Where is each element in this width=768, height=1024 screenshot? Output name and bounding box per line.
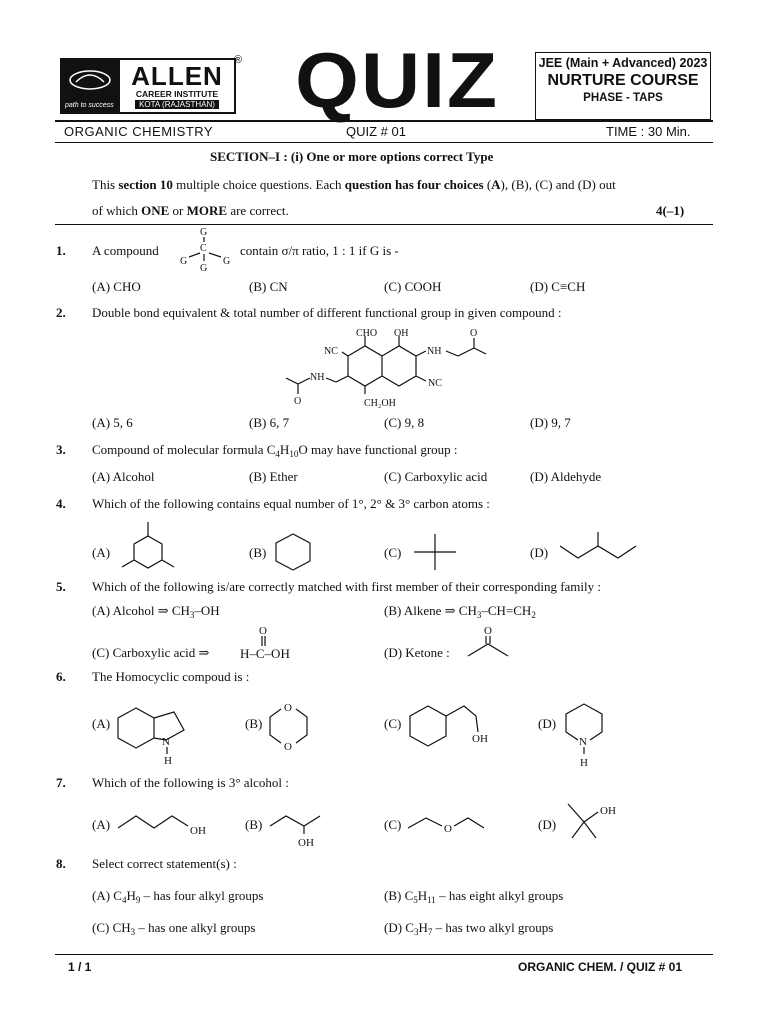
q1-option-c: (C) COOH xyxy=(384,279,442,294)
svg-text:OH: OH xyxy=(298,837,314,849)
q1-number: 1. xyxy=(56,243,66,258)
q5-number: 5. xyxy=(56,579,66,594)
q5-text: Which of the following is/are correctly matched with first member of their corresponding family : xyxy=(92,579,602,594)
q7-number: 7. xyxy=(56,775,66,790)
svg-text:NC: NC xyxy=(428,378,442,389)
q5-structure-d xyxy=(464,624,514,664)
svg-text:NH: NH xyxy=(427,346,442,357)
course-box xyxy=(535,52,711,120)
q5-option-d: (D) Ketone : xyxy=(384,645,450,660)
q4-option-a: (A) xyxy=(92,545,111,560)
section-rule xyxy=(55,224,713,225)
marks-scheme: 4(–1) xyxy=(656,203,685,218)
q6-option-c: (C) xyxy=(384,716,402,731)
q8-text: Select correct statement(s) : xyxy=(92,856,237,871)
svg-text:H: H xyxy=(580,757,588,769)
svg-text:OH: OH xyxy=(600,805,616,817)
svg-text:O: O xyxy=(294,396,302,407)
q5-option-a: (A) Alcohol ⇒ $CH_3-OH$ xyxy=(92,603,220,620)
q5-option-c: (C) Carboxylic acid ⇒ xyxy=(92,645,210,660)
q7-option-d: (D) xyxy=(538,817,557,832)
q8-option-b: (B) $C_5H_{11}$ – has eight alkyl groups xyxy=(384,888,564,905)
q2-structure xyxy=(270,326,500,410)
time-label: TIME : 30 Min. xyxy=(606,124,691,139)
svg-text:CHO: CHO xyxy=(356,328,378,339)
q4-number: 4. xyxy=(56,496,66,511)
q1-option-a: (A) CHO xyxy=(92,279,141,294)
q7-option-c: (C) xyxy=(384,817,402,832)
brand-name: ALLEN xyxy=(131,61,223,91)
q2-option-c: (C) 9, 8 xyxy=(384,415,425,430)
q6-structure-c xyxy=(406,700,506,752)
q7-structure-b xyxy=(266,806,336,850)
svg-text:O: O xyxy=(284,741,292,753)
q4-option-c: (C) xyxy=(384,545,402,560)
course-name: NURTURE COURSE xyxy=(547,72,699,89)
q3-number: 3. xyxy=(56,442,66,457)
q4-structure-c xyxy=(410,532,460,572)
svg-text:O: O xyxy=(444,823,452,835)
car-icon xyxy=(62,62,118,102)
q3-option-b: (B) Ether xyxy=(249,469,298,484)
svg-text:H: H xyxy=(164,755,172,767)
logo-emblem xyxy=(62,60,120,112)
q4-structure-d xyxy=(558,530,638,570)
svg-text:O: O xyxy=(284,702,292,714)
q2-option-d: (D) 9, 7 xyxy=(530,415,571,430)
q7-option-a: (A) xyxy=(92,817,111,832)
q4-structure-a xyxy=(116,520,176,572)
page-number: 1 / 1 xyxy=(68,960,92,974)
svg-text:G: G xyxy=(200,227,208,238)
subject-label: ORGANIC CHEMISTRY xyxy=(64,124,214,139)
q4-text: Which of the following contains equal number of 1°, 2° & 3° carbon atoms : xyxy=(92,496,490,511)
q5-option-b: (B) Alkene ⇒ $CH_3-CH=CH_2$ xyxy=(384,603,536,620)
q7-option-b: (B) xyxy=(245,817,263,832)
svg-text:N: N xyxy=(162,736,170,748)
q6-structure-b xyxy=(266,700,316,754)
svg-text:O: O xyxy=(259,625,267,637)
q8-number: 8. xyxy=(56,856,66,871)
svg-text:CH₂OH: CH₂OH xyxy=(364,398,396,409)
q6-structure-a xyxy=(116,704,196,770)
q4-option-d: (D) xyxy=(530,545,549,560)
q4-option-b: (B) xyxy=(249,545,267,560)
allen-logo xyxy=(60,58,236,114)
q4-structure-b xyxy=(273,532,313,572)
svg-text:NH: NH xyxy=(310,372,325,383)
brand-location: KOTA (RAJASTHAN) xyxy=(135,100,219,109)
exam-name: JEE (Main + Advanced) 2023 xyxy=(538,56,708,70)
svg-text:C: C xyxy=(200,243,207,254)
instruction-line-1: This section 10 multiple choice questions. Each question has four choices (A), (B), (C) and (D) out xyxy=(92,177,616,192)
svg-text:O: O xyxy=(470,328,478,339)
q8-option-c: (C) $CH_3$ – has one alkyl groups xyxy=(92,920,256,937)
q6-option-a: (A) xyxy=(92,716,111,731)
q5-option-c-formula: H–C–OH xyxy=(240,646,290,661)
svg-text:G: G xyxy=(180,256,188,267)
top-rule xyxy=(55,120,713,122)
q7-structure-a xyxy=(116,806,226,846)
svg-text:OH: OH xyxy=(190,825,206,837)
q7-structure-c xyxy=(406,810,496,840)
q2-option-b: (B) 6, 7 xyxy=(249,415,290,430)
q1-option-b: (B) CN xyxy=(249,279,288,294)
registered-mark: ® xyxy=(234,54,243,66)
svg-text:NC: NC xyxy=(324,346,338,357)
quiz-title: QUIZ xyxy=(295,36,500,124)
footer-rule xyxy=(55,954,713,955)
quiz-number: QUIZ # 01 xyxy=(346,124,406,139)
svg-text:N: N xyxy=(579,736,587,748)
q7-structure-d xyxy=(562,798,642,848)
footer-title: ORGANIC CHEM. / QUIZ # 01 xyxy=(518,960,683,974)
q6-option-d: (D) xyxy=(538,716,557,731)
q2-text: Double bond equivalent & total number of different functional group in given compound : xyxy=(92,305,562,320)
brand-subtitle: CAREER INSTITUTE xyxy=(135,89,219,99)
q6-structure-d xyxy=(562,700,612,770)
svg-text:G: G xyxy=(200,263,208,274)
svg-text:OH: OH xyxy=(472,733,488,745)
q2-number: 2. xyxy=(56,305,66,320)
svg-text:O: O xyxy=(484,625,492,637)
q1-structure xyxy=(178,224,238,272)
q5-carbonyl-c xyxy=(254,624,274,650)
q3-option-d: (D) Aldehyde xyxy=(530,469,602,484)
section-title: SECTION–I : (i) One or more options correct Type xyxy=(210,149,494,164)
q3-option-c: (C) Carboxylic acid xyxy=(384,469,488,484)
q3-option-a: (A) Alcohol xyxy=(92,469,155,484)
tagline: path to success xyxy=(65,102,114,109)
q8-option-d: (D) $C_3H_7$ – has two alkyl groups xyxy=(384,920,554,937)
q1-text-post: contain σ/π ratio, 1 : 1 if G is - xyxy=(240,243,399,258)
q1-text-pre: A compound xyxy=(92,243,159,258)
q8-option-a: (A) $C_4H_9$ – has four alkyl groups xyxy=(92,888,264,905)
q1-option-d: (D) C≡CH xyxy=(530,279,586,294)
subject-rule xyxy=(55,142,713,143)
q6-number: 6. xyxy=(56,669,66,684)
q7-text: Which of the following is 3° alcohol : xyxy=(92,775,289,790)
instruction-line-2: of which ONE or MORE are correct. xyxy=(92,203,289,218)
q3-text: Compound of molecular formula $C_4H_{10}O$ may have functional group : xyxy=(92,442,458,459)
svg-text:OH: OH xyxy=(394,328,409,339)
q6-option-b: (B) xyxy=(245,716,263,731)
svg-text:G: G xyxy=(223,256,231,267)
phase-name: PHASE - TAPS xyxy=(583,92,663,104)
q2-option-a: (A) 5, 6 xyxy=(92,415,133,430)
q6-text: The Homocyclic compoud is : xyxy=(92,669,250,684)
